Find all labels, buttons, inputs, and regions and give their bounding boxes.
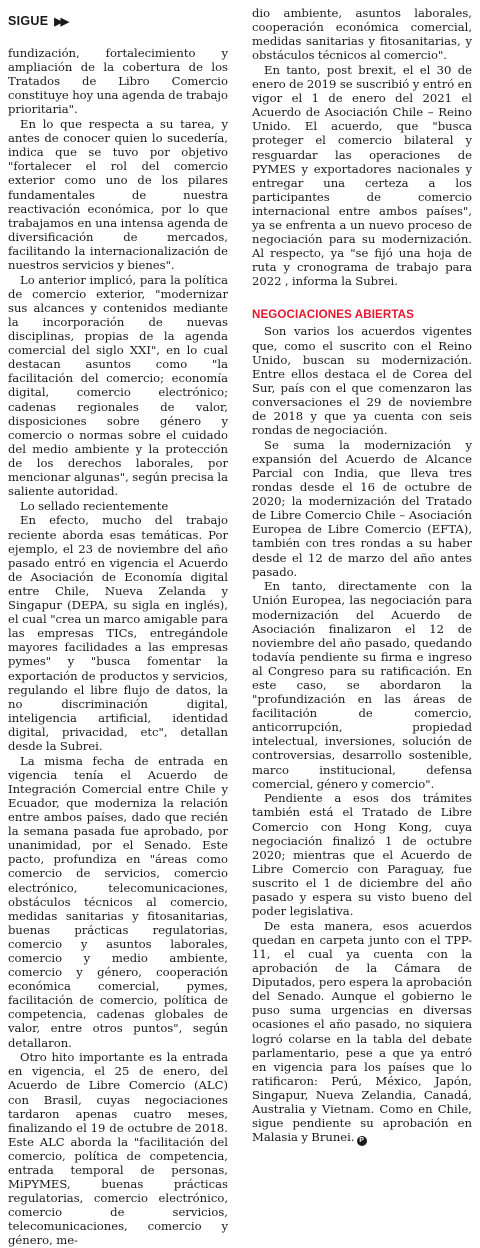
article-paragraph: En tanto, post brexit, el el 30 de enero de 2019 se suscribió y entró en vigor el 1 de enero del 2021 el Acuerdo de Asociación Chile – Reino Unido. El acuerdo, que "busca proteger el comercio bilateral y resguardar las operaciones de PYMES y exportadores nacionales y entregar una certeza a los participantes de comercio internacional entre ambos países", ya se enfrenta a un nuevo proceso de negociación para su modernización. Al respecto, ya "se fijó una hoja de ruta y cronograma de trabajo para 2022 , informa la Subrei.	[252, 62, 472, 289]
article-paragraph: Son varios los acuerdos vigentes que, como el suscrito con el Reino Unido, buscan su modernización. Entre ellos destaca el de Corea del Sur, país con el que comenzaron las conversaciones el 29 de noviembre de 2018 y que ya cuenta con seis rondas de negociación.	[252, 324, 472, 438]
section-heading: NEGOCIACIONES ABIERTAS	[252, 308, 414, 322]
article-paragraph: Pendiente a esos dos trámites también está el Tratado de Libre Comercio con Hong Kong, cuya negociación finalizó 1 de octubre 2020; mientras que el Acuerdo de Libre Comercio con Paraguay, fue suscrito el 1 de diciembre del año pasado y espera su visto bueno del poder legislativa.	[252, 791, 472, 919]
article-paragraph: Lo anterior implicó, para la política de comercio exterior, "modernizar sus alcances y contenidos mediante la incorporación de nuevas disciplinas, propias de la agenda comercial del siglo XXI", en lo cual destacan asuntos como "la facilitación del comercio; economía digital, comercio electrónico; cadenas regionales de valor, disposiciones sobre género y comercio o normas sobre el cuidado del medio ambiente y la protección de los derechos laborales, por mencionar algunas", según precisa la saliente autoridad.	[8, 272, 228, 499]
continues-label	[8, 8, 228, 34]
article-paragraph: Otro hito importante es la entrada en vigencia, el 25 de enero, del Acuerdo de Libre Comercio (ALC) con Brasil, cuyas negociaciones tardaron apenas cuatro meses, finalizando el 19 de octubre de 2018. Este ALC aborda la "facilitación del comercio, política de competencia, entrada temporal de personas, MiPYMES, buenas prácticas regulatorias, comercio electrónico, comercio de servicios, telecomunicaciones, comercio y género, me-	[8, 1050, 228, 1248]
article-paragraph: En efecto, mucho del trabajo reciente aborda esas temáticas. Por ejemplo, el 23 de noviembre del año pasado entró en vigencia el Acuerdo de Asociación de Economía digital entre Chile, Nueva Zelanda y Singapur (DEPA, su sigla en inglés), el cual "crea un marco amigable para las empresas TICs, entregándole mayores facilidades a las empresas pymes" y "busca fomentar la exportación de productos y servicios, regulando el libre flujo de datos, la no discriminación digital, inteligencia artificial, identidad digital, privacidad, etc", detallan desde la Subrei.	[8, 513, 228, 753]
article-paragraph-final	[252, 919, 472, 1146]
article-paragraph: fundización, fortalecimiento y ampliación de la cobertura de los Tratados de Libro Comercio constituye hoy una agenda de trabajo prioritaria".	[8, 46, 228, 117]
article-paragraph: En tanto, directamente con la Unión Europea, las negociación para modernización del Acuerdo de Asociación finalizaron el 12 de noviembre del año pasado, quedando todavía pendiente su firma e ingreso al Congreso para su ratificación. En este caso, se abordaron la "profundización en las áreas de facilitación de comercio, anticorrupción, propiedad intelectual, inversiones, solución de controversias, desarrollo sostenible, marco institucional, defensa comercial, género y comercio".	[252, 579, 472, 791]
final-paragraph-text: De esta manera, esos acuerdos quedan en carpeta junto con el TPP-11, el cual ya cuenta con la aprobación de la Cámara de Diputados, pero espera la aprobación del Senado. Aunque el gobierno le puso suma urgencias en diversas ocasiones el año pasado, no siquiera logró colarse en la tabla del debate parlamentario, pese a que ya entró en vigencia para los países que lo ratificaron: Perú, México, Japón, Singapur, Nueva Zelandia, Canadá, Australia y Vietnam. Como en Chile, sigue pendiente su aprobación en Malasia y Brunei.	[252, 918, 472, 1145]
continues-text: SIGUE	[8, 14, 49, 28]
left-column	[8, 6, 228, 1248]
right-column	[252, 6, 472, 1147]
end-mark-icon: P	[357, 1136, 367, 1146]
article-paragraph: En lo que respecta a su tarea, y antes de conocer quien lo sucedería, indica que se tuvo por objetivo "fortalecer el rol del comercio exterior como uno de los pilares fundamentales de nuestra reactivación económica, por lo que trabajamos en una intensa agenda de diversificación de mercados, facilitando la internacionalización de nuestros servicios y bienes".	[8, 117, 228, 272]
article-paragraph: La misma fecha de entrada en vigencia tenía el Acuerdo de Integración Comercial entre Chile y Ecuador, que moderniza la relación entre ambos países, dado que recién la semana pasada fue aprobado, por unanimidad, por el Senado. Este pacto, profundiza en "áreas como comercio de servicios, comercio electrónico, telecomunicaciones, obstáculos técnicos al comercio, medidas sanitarias y fitosanitarias, buenas prácticas regulatorias, comercio y asuntos laborales, comercio y medio ambiente, comercio y género, cooperación económica comercial, pymes, facilitación de comercio, política de competencia, cadenas globales de valor, entre otros puntos", según detallaron.	[8, 753, 228, 1050]
article-paragraph: Lo sellado recientemente	[20, 498, 169, 513]
article-paragraph: Se suma la modernización y expansión del Acuerdo de Alcance Parcial con India, que lleva tres rondas desde el 16 de octubre de 2020; la modernización del Tratado de Libre Comercio Chile – Asociación Europea de Libre Comercio (EFTA), también con tres rondas a su haber desde el 12 de marzo del año antes pasado.	[252, 437, 472, 579]
double-arrow-icon: ▶▶	[54, 16, 68, 28]
article-paragraph: dio ambiente, asuntos laborales, cooperación económica comercial, medidas sanitarias y fitosanitarias, y obstáculos técnicos al comercio".	[252, 6, 472, 63]
